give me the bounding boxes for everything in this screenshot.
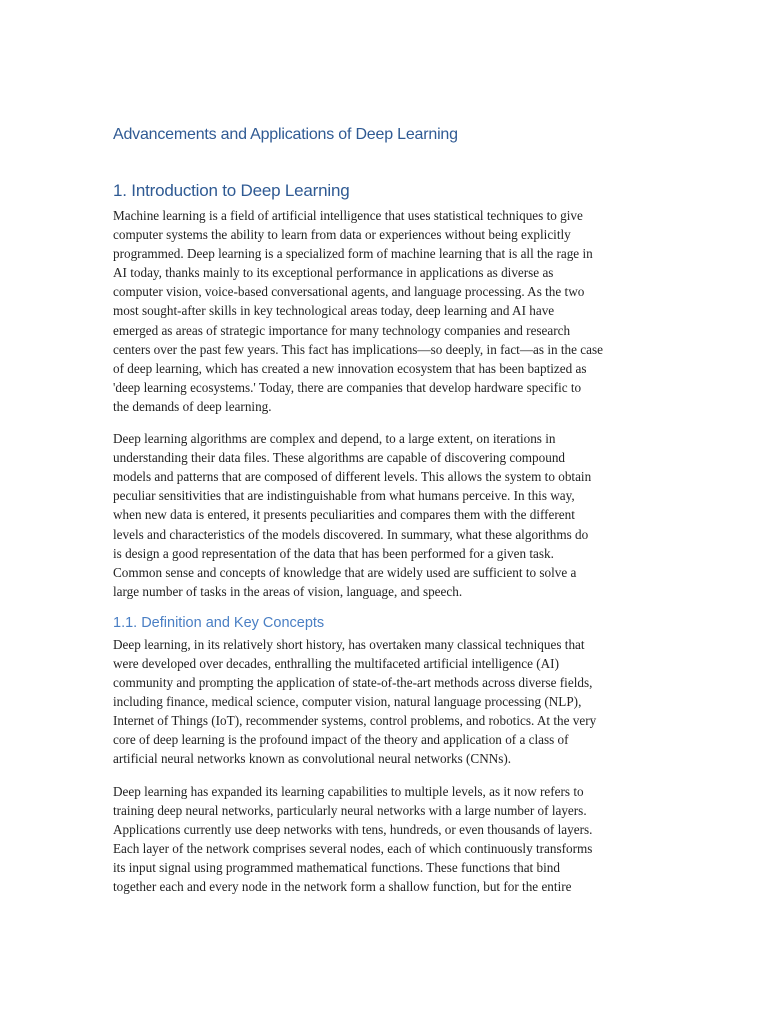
text-line: understanding their data files. These algorithms are capable of discovering compound [113,450,566,466]
text-line: including finance, medical science, computer vision, natural language processing (NLP), [113,694,582,710]
document-title: Advancements and Applications of Deep Learning [113,126,458,143]
text-line: models and patterns that are composed of different levels. This allows the system to obtain [113,469,592,485]
text-line: AI today, thanks mainly to its exceptional performance in applications as diverse as [113,265,554,281]
paragraph [113,206,658,416]
text-line: large number of tasks in the areas of vision, language, and speech. [113,583,463,599]
text-line: Internet of Things (IoT), recommender systems, control problems, and robotics. At the very [113,713,597,729]
text-line: training deep neural networks, particularly neural networks with a large number of layers. [113,802,587,818]
text-line: computer systems the ability to learn from data or experiences without being explicitly [113,227,571,243]
text-line: most sought-after skills in key technological areas today, deep learning and AI have [113,303,555,319]
text-line: Common sense and concepts of knowledge that are widely used are sufficient to solve a [113,564,577,580]
text-line: core of deep learning is the profound impact of the theory and application of a class of [113,732,569,748]
text-line: 'deep learning ecosystems.' Today, there are companies that develop hardware specific to [113,379,582,395]
text-line: computer vision, voice-based conversational agents, and language processing. As the two [113,284,585,300]
text-line: Each layer of the network comprises several nodes, each of which continuously transforms [113,840,593,856]
text-line: peculiar sensitivities that are indistinguishable from what humans perceive. In this way, [113,488,575,504]
text-line: the demands of deep learning. [113,398,272,414]
text-line: community and prompting the application of state-of-the-art methods across diverse fields, [113,675,593,691]
paragraph [113,429,658,601]
paragraph [113,782,658,897]
text-line: were developed over decades, enthralling the multifaceted artificial intelligence (AI) [113,655,559,671]
paragraph [113,635,658,769]
text-line: artificial neural networks known as convolutional neural networks (CNNs). [113,751,512,767]
text-line: levels and characteristics of the models discovered. In summary, what these algorithms do [113,526,589,542]
text-line: of deep learning, which has created a new innovation ecosystem that has been baptized as [113,360,587,376]
text-line: Deep learning has expanded its learning capabilities to multiple levels, as it now refers to [113,783,584,799]
text-line: centers over the past few years. This fact has implications—so deeply, in fact—as in the case [113,341,603,357]
text-line: emerged as areas of strategic importance for many technology companies and research [113,322,571,338]
section-heading-definition: 1.1. Definition and Key Concepts [113,614,325,631]
text-line: together each and every node in the network form a shallow function, but for the entire [113,879,572,894]
text-line: Deep learning algorithms are complex and depend, to a large extent, on iterations in [113,431,556,447]
text-line: is design a good representation of the data that has been performed for a given task. [113,545,554,561]
text-line: Deep learning, in its relatively short history, has overtaken many classical techniques that [113,636,585,652]
text-line: programmed. Deep learning is a specialized form of machine learning that is all the rage in [113,246,593,262]
document-body [113,124,658,896]
text-line: when new data is entered, it presents peculiarities and compares them with the different [113,507,575,523]
section-heading-introduction: 1. Introduction to Deep Learning [113,181,350,200]
text-line: its input signal using programmed mathematical functions. These functions that bind [113,859,560,875]
text-line: Applications currently use deep networks with tens, hundreds, or even thousands of layers. [113,821,593,837]
text-line: Machine learning is a field of artificial intelligence that uses statistical techniques to give [113,208,583,223]
